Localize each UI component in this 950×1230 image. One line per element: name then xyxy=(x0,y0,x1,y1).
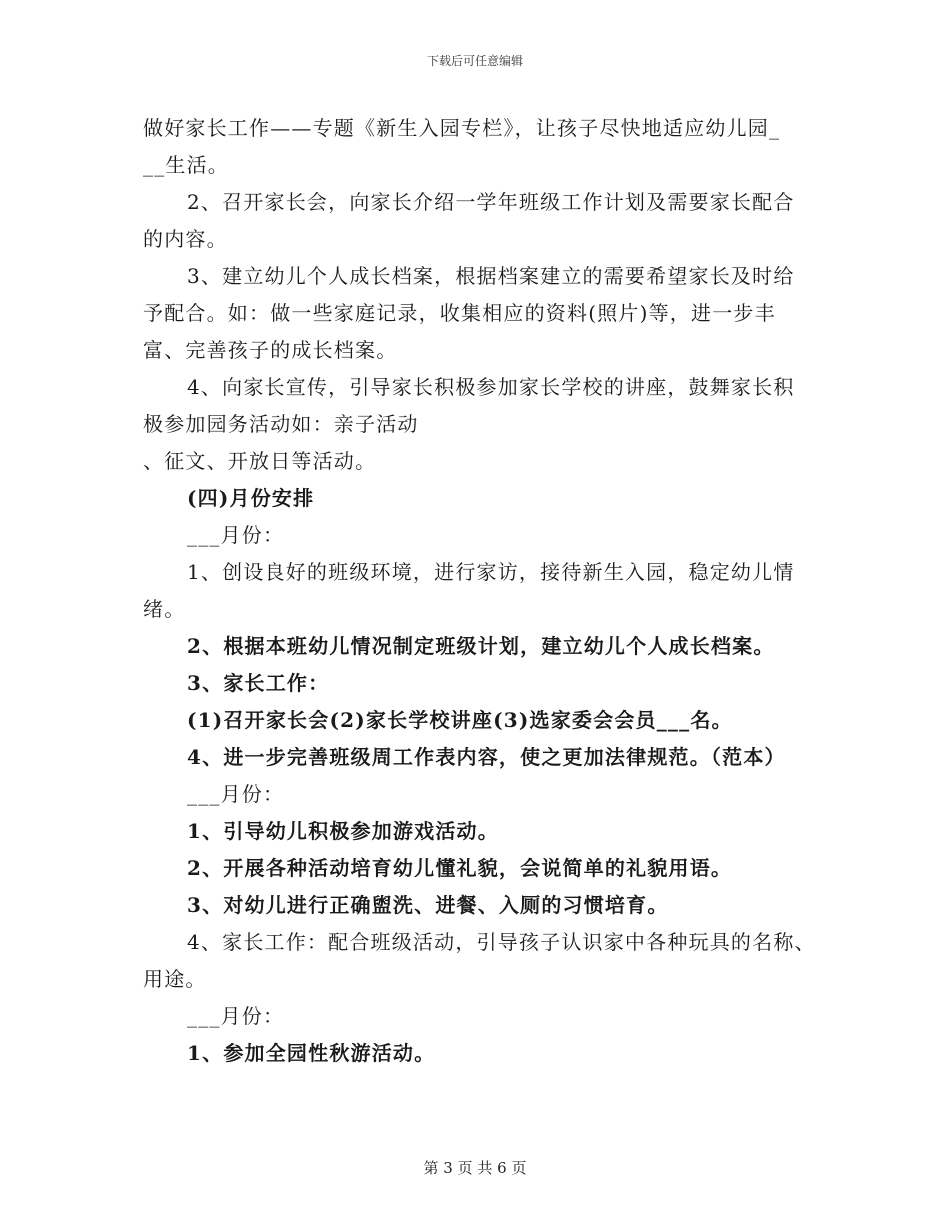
text-line: (四)月份安排 xyxy=(187,486,315,510)
text-line: 2、根据本班幼儿情况制定班级计划，建立幼儿个人成长档案。 xyxy=(187,634,775,658)
text-line: 1、引导幼儿积极参加游戏活动。 xyxy=(187,819,499,843)
text-line: 予配合。如：做一些家庭记录，收集相应的资料(照片)等，进一步丰 xyxy=(143,301,776,325)
text-line: 的内容。 xyxy=(143,227,228,251)
text-line: 1、创设良好的班级环境，进行家访，接待新生入园，稳定幼儿情 xyxy=(187,560,795,584)
text-line: 2、开展各种活动培育幼儿懂礼貌，会说简单的礼貌用语。 xyxy=(187,856,733,880)
text-line: 做好家长工作——专题《新生入园专栏》，让孩子尽快地适应幼儿园_ xyxy=(143,116,781,140)
text-line: __生活。 xyxy=(143,153,229,177)
text-line: 绪。 xyxy=(143,597,186,621)
text-line: 极参加园务活动如：亲子活动 xyxy=(143,412,419,436)
text-line: 3、对幼儿进行正确盥洗、进餐、入厕的习惯培育。 xyxy=(187,893,669,917)
text-line: 、征文、开放日等活动。 xyxy=(143,449,377,473)
text-line: 4、进一步完善班级周工作表内容，使之更加法律规范。（范本） xyxy=(187,745,786,769)
text-line: 4、向家长宣传，引导家长积极参加家长学校的讲座，鼓舞家长积 xyxy=(187,375,795,399)
text-line: 2、召开家长会，向家长介绍一学年班级工作计划及需要家长配合 xyxy=(187,190,795,214)
page-header: 下载后可任意编辑 xyxy=(426,54,523,68)
text-line: 1、参加全园性秋游活动。 xyxy=(187,1041,436,1065)
text-line: 3、家长工作： xyxy=(187,671,330,695)
text-line: 富、完善孩子的成长档案。 xyxy=(143,338,398,362)
text-line: 4、家长工作：配合班级活动，引导孩子认识家中各种玩具的名称、 xyxy=(187,930,816,954)
text-line: 3、建立幼儿个人成长档案，根据档案建立的需要希望家长及时给 xyxy=(187,264,795,288)
text-line: ___月份： xyxy=(187,782,285,806)
document-body xyxy=(143,110,833,1072)
text-line: ___月份： xyxy=(187,1004,285,1028)
text-line: ___月份： xyxy=(187,523,285,547)
text-line: (1)召开家长会(2)家长学校讲座(3)选家委会会员___名。 xyxy=(187,708,733,732)
page-number: 第 3 页 共 6 页 xyxy=(423,1159,527,1177)
text-line: 用途。 xyxy=(143,967,207,991)
